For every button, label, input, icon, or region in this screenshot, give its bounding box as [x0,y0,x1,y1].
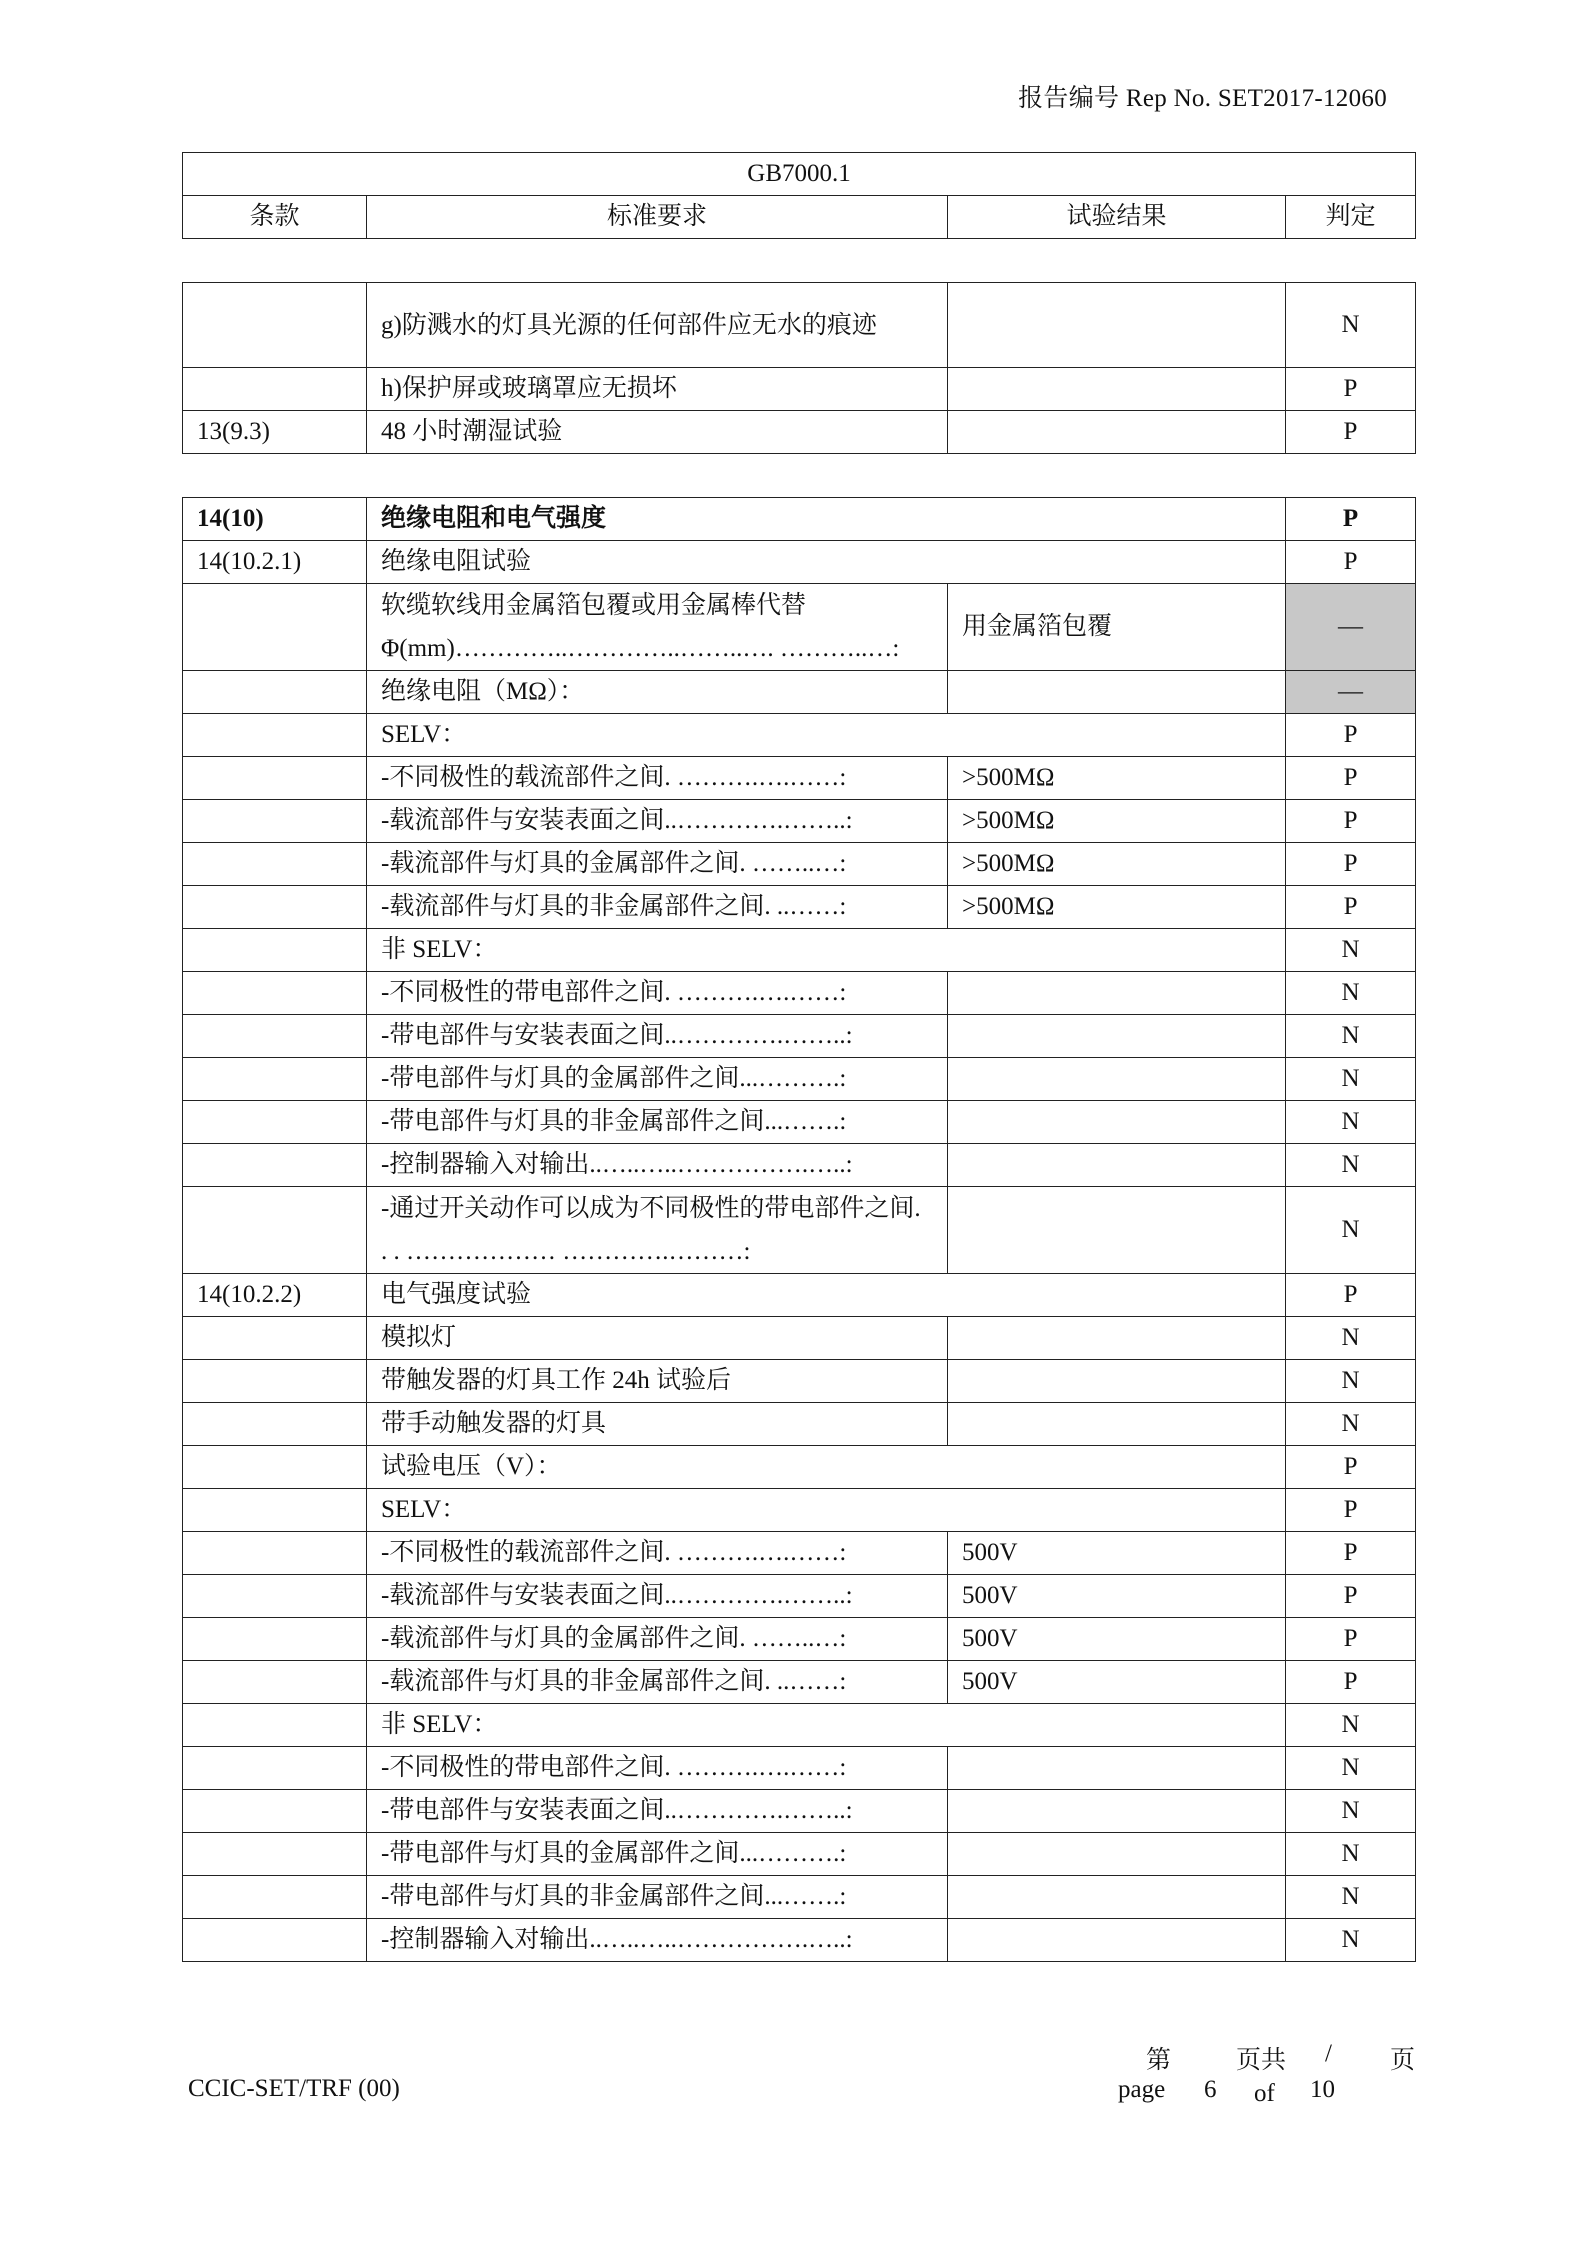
result-cell [948,1833,1286,1876]
table-row [183,1876,1416,1919]
requirement-cell: 电气强度试验 [367,1274,1286,1317]
result-cell [948,1015,1286,1058]
verdict-cell: N [1286,1790,1416,1833]
requirement-cell: -带电部件与灯具的非金属部件之间...…….: [367,1876,948,1919]
table-row [183,714,1416,757]
page-ye-gong: 页共 [1236,2047,1287,2074]
clause-cell [183,368,367,411]
requirement-cell: -带电部件与安装表面之间..………….……..: [367,1790,948,1833]
table-row [183,972,1416,1015]
requirement-cell: 绝缘电阻试验 [367,541,1286,584]
result-cell: >500MΩ [948,886,1286,929]
table-row [183,1101,1416,1144]
clause-cell: 14(10.2.1) [183,541,367,584]
requirement-cell: 绝缘电阻（MΩ）： [367,671,948,714]
verdict-cell: N [1286,1015,1416,1058]
requirement-cell: -不同极性的带电部件之间. ……….….……: [367,1747,948,1790]
result-cell [948,1144,1286,1187]
result-cell [948,411,1286,454]
page-number: 6 [1204,2076,1217,2103]
verdict-cell: N [1286,1360,1416,1403]
report-number: 报告编号 Rep No. SET2017-12060 [1018,85,1387,112]
result-cell [948,283,1286,368]
result-cell [948,1747,1286,1790]
verdict-cell: P [1286,498,1416,541]
result-cell [948,1876,1286,1919]
verdict-cell: P [1286,541,1416,584]
result-cell [948,1919,1286,1962]
result-cell: >500MΩ [948,757,1286,800]
requirement-cell: -带电部件与灯具的金属部件之间...……….: [367,1058,948,1101]
requirement-cell: -载流部件与灯具的非金属部件之间. ..……: [367,886,948,929]
verdict-cell: P [1286,1575,1416,1618]
verdict-cell: P [1286,1489,1416,1532]
result-cell: 500V [948,1661,1286,1704]
table-row [183,1919,1416,1962]
verdict-cell: P [1286,411,1416,454]
requirement-cell: -载流部件与灯具的金属部件之间. ……..…: [367,843,948,886]
table-row [183,1187,1416,1274]
result-cell: 500V [948,1575,1286,1618]
requirement-cell: 非 SELV： [367,929,1286,972]
header-table [182,152,1416,239]
requirement-cell: 带手动触发器的灯具 [367,1403,948,1446]
clause-cell: 14(10) [183,498,367,541]
table-row [183,1661,1416,1704]
verdict-cell: N [1286,1058,1416,1101]
verdict-cell: P [1286,1661,1416,1704]
table-row [183,368,1416,411]
verdict-cell: N [1286,1101,1416,1144]
verdict-cell: P [1286,757,1416,800]
requirement-cell: -通过开关动作可以成为不同极性的带电部件之间. . . ……………… ………….………: [367,1187,948,1274]
total-pages: 10 [1310,2076,1335,2103]
page-di: 第 [1146,2047,1172,2074]
requirement-cell: -带电部件与灯具的非金属部件之间...…….: [367,1101,948,1144]
col-header-result: 试验结果 [948,196,1286,239]
table-row [183,1704,1416,1747]
requirement-cell: -不同极性的载流部件之间. ……….….……: [367,1532,948,1575]
verdict-cell: P [1286,1618,1416,1661]
table-row [183,1274,1416,1317]
requirement-cell: 带触发器的灯具工作 24h 试验后 [367,1360,948,1403]
table-row [183,886,1416,929]
block2-table [182,497,1416,1962]
requirement-cell: -带电部件与安装表面之间..………….……..: [367,1015,948,1058]
table-row [183,1446,1416,1489]
result-cell [948,1360,1286,1403]
table-row [183,1403,1416,1446]
table-row [183,1532,1416,1575]
result-cell: >500MΩ [948,800,1286,843]
result-cell: 500V [948,1532,1286,1575]
verdict-cell: N [1286,1704,1416,1747]
verdict-cell: N [1286,1833,1416,1876]
result-cell [948,1317,1286,1360]
verdict-cell: P [1286,843,1416,886]
table-row [183,1058,1416,1101]
page-ye: 页 [1390,2047,1416,2074]
result-cell [948,368,1286,411]
requirement-cell: 模拟灯 [367,1317,948,1360]
table-row [183,1747,1416,1790]
table-row [183,671,1416,714]
table-row [183,1790,1416,1833]
page-label: page [1118,2076,1166,2103]
result-cell [948,972,1286,1015]
result-cell [948,1058,1286,1101]
verdict-cell: N [1286,1747,1416,1790]
verdict-cell: — [1286,584,1416,671]
requirement-cell: -控制器输入对输出..…..…..…………….…..: [367,1919,948,1962]
verdict-cell: N [1286,929,1416,972]
section-title: 绝缘电阻和电气强度 [367,498,1286,541]
requirement-cell: -载流部件与灯具的金属部件之间. ……..…: [367,1618,948,1661]
verdict-cell: P [1286,714,1416,757]
page-slash: / [1325,2040,1332,2067]
verdict-cell: N [1286,1187,1416,1274]
standard-title: GB7000.1 [183,153,1416,196]
table-row [183,541,1416,584]
table-row [183,1317,1416,1360]
requirement-cell: 试验电压（V）： [367,1446,1286,1489]
verdict-cell: P [1286,368,1416,411]
table-row [183,584,1416,671]
verdict-cell: P [1286,1446,1416,1489]
requirement-cell: SELV： [367,1489,1286,1532]
verdict-cell: N [1286,972,1416,1015]
result-cell: >500MΩ [948,843,1286,886]
requirement-cell: -不同极性的带电部件之间. ……….….……: [367,972,948,1015]
table-row [183,757,1416,800]
table-row [183,1833,1416,1876]
of-label: of [1254,2080,1275,2107]
verdict-cell: P [1286,1532,1416,1575]
result-cell: 500V [948,1618,1286,1661]
table-row [183,1489,1416,1532]
requirement-cell: -控制器输入对输出..…..…..…………….…..: [367,1144,948,1187]
result-cell [948,1790,1286,1833]
requirement-cell: -不同极性的载流部件之间. ……….….……: [367,757,948,800]
table-row [183,1144,1416,1187]
verdict-cell: — [1286,671,1416,714]
verdict-cell: N [1286,283,1416,368]
verdict-cell: N [1286,1919,1416,1962]
col-header-requirement: 标准要求 [367,196,948,239]
verdict-cell: N [1286,1403,1416,1446]
verdict-cell: N [1286,1144,1416,1187]
clause-cell: 13(9.3) [183,411,367,454]
requirement-cell: 非 SELV： [367,1704,1286,1747]
requirement-cell: g)防溅水的灯具光源的任何部件应无水的痕迹 [367,283,948,368]
table-row [183,411,1416,454]
table-row [183,1618,1416,1661]
verdict-cell: P [1286,1274,1416,1317]
requirement-cell: SELV： [367,714,1286,757]
result-cell [948,1403,1286,1446]
section-title-row [183,498,1416,541]
clause-cell [183,283,367,368]
table-row [183,929,1416,972]
requirement-cell: 软缆软线用金属箔包覆或用金属棒代替Φ(mm)…………..…………..……..…. ………..…: [367,584,948,671]
col-header-verdict: 判定 [1286,196,1416,239]
table-row [183,283,1416,368]
block1-table [182,282,1416,454]
result-cell: 用金属箔包覆 [948,584,1286,671]
table-row [183,843,1416,886]
table-row [183,1015,1416,1058]
requirement-cell: -载流部件与灯具的非金属部件之间. ..……: [367,1661,948,1704]
col-header-clause: 条款 [183,196,367,239]
result-cell [948,1101,1286,1144]
table-row [183,800,1416,843]
verdict-cell: P [1286,800,1416,843]
requirement-cell: h)保护屏或玻璃罩应无损坏 [367,368,948,411]
requirement-cell: -带电部件与灯具的金属部件之间...……….: [367,1833,948,1876]
form-id: CCIC-SET/TRF (00) [188,2075,400,2102]
verdict-cell: N [1286,1876,1416,1919]
requirement-cell: 48 小时潮湿试验 [367,411,948,454]
verdict-cell: N [1286,1317,1416,1360]
table-row [183,1575,1416,1618]
table-row [183,1360,1416,1403]
verdict-cell: P [1286,886,1416,929]
requirement-cell: -载流部件与安装表面之间..………….……..: [367,1575,948,1618]
requirement-cell: -载流部件与安装表面之间..………….……..: [367,800,948,843]
clause-cell: 14(10.2.2) [183,1274,367,1317]
